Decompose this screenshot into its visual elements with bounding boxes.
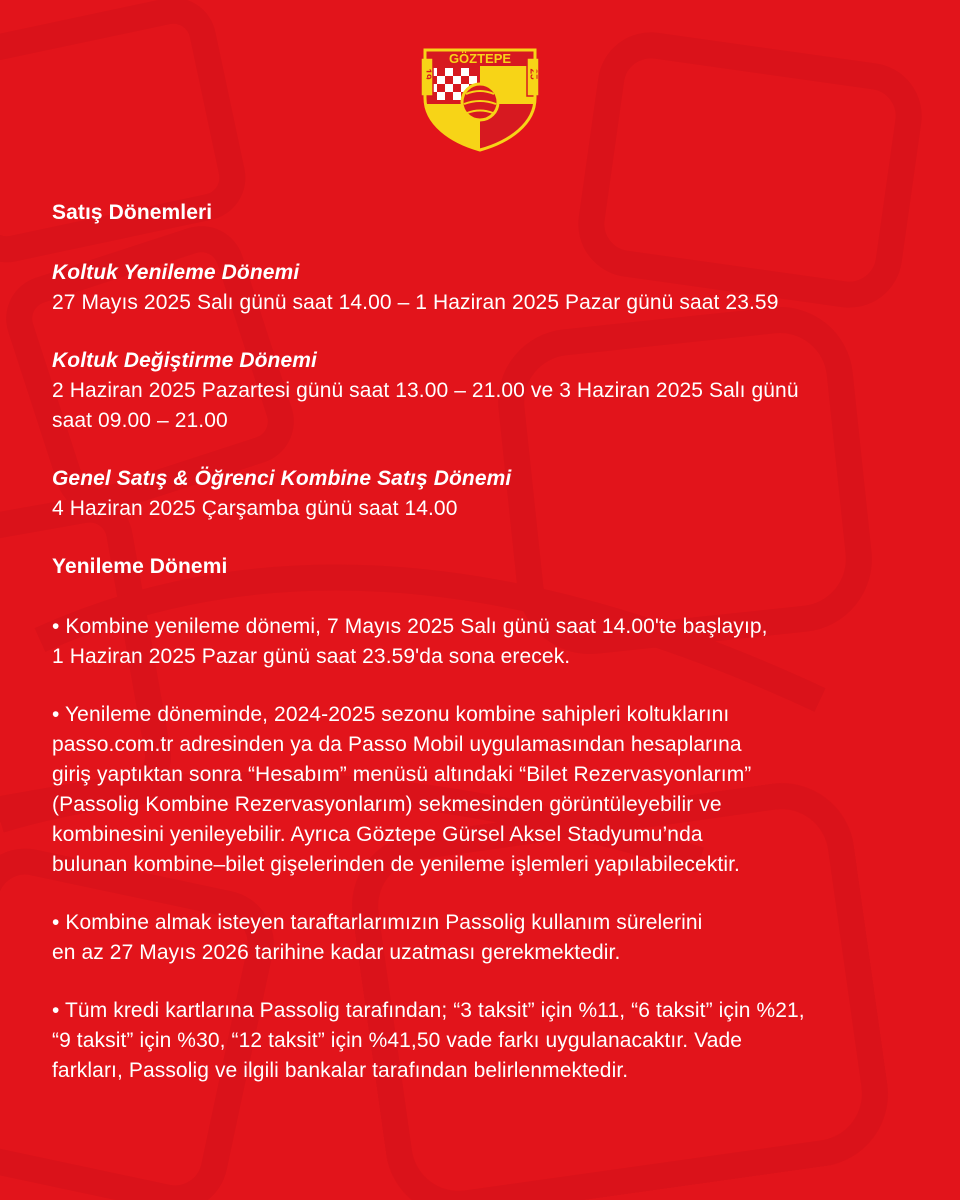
logo-year-right: 25 [527,68,539,80]
period-date-line: 4 Haziran 2025 Çarşamba günü saat 14.00 [52,497,458,520]
bullet-line: giriş yaptıktan sonra “Hesabım” menüsü altındaki “Bilet Rezervasyonlarım” [52,763,752,786]
period-name: Koltuk Değiştirme Dönemi [52,349,317,372]
renewal-title: Yenileme Dönemi [52,555,228,578]
bullet-line: “9 taksit” için %30, “12 taksit” için %41,50 vade farkı uygulanacaktır. Vade [52,1029,743,1052]
period-date-line: 2 Haziran 2025 Pazartesi günü saat 13.00 – 21.00 ve 3 Haziran 2025 Salı günü [52,379,799,402]
logo-year-left: 19 [421,68,433,80]
period-general-sale [52,464,932,524]
period-seat-change [52,346,932,436]
bullet-line: • Kombine almak isteyen taraftarlarımızın Passolig kullanım sürelerini [52,911,703,934]
bullet-line: kombinesini yenileyebilir. Ayrıca Göztepe Gürsel Aksel Stadyumu’nda [52,823,703,846]
sales-periods-title: Satış Dönemleri [52,201,213,224]
period-date-line: saat 09.00 – 21.00 [52,409,228,432]
bullet-line: • Tüm kredi kartlarına Passolig tarafından; “3 taksit” için %11, “6 taksit” için %21, [52,999,805,1022]
renewal-bullet [52,612,932,672]
bullet-line: en az 27 Mayıs 2026 tarihine kadar uzatması gerekmektedir. [52,941,621,964]
goztepe-crest-logo [419,44,541,152]
bullet-line: farkları, Passolig ve ilgili bankalar tarafından belirlenmektedir. [52,1059,629,1082]
bullet-line: passo.com.tr adresinden ya da Passo Mobil uygulamasından hesaplarına [52,733,742,756]
period-name: Genel Satış & Öğrenci Kombine Satış Dönemi [52,467,512,490]
bullet-line: bulunan kombine–bilet gişelerinden de yenileme işlemleri yapılabilecektir. [52,853,740,876]
renewal-bullet [52,700,932,880]
logo-club-name: GÖZTEPE [448,51,512,66]
period-renewal [52,258,932,318]
period-name: Koltuk Yenileme Dönemi [52,261,300,284]
renewal-bullet [52,908,932,968]
bullet-line: • Yenileme döneminde, 2024-2025 sezonu kombine sahipleri koltuklarını [52,703,730,726]
period-date-line: 27 Mayıs 2025 Salı günü saat 14.00 – 1 Haziran 2025 Pazar günü saat 23.59 [52,291,779,314]
renewal-bullet [52,996,932,1086]
bullet-line: 1 Haziran 2025 Pazar günü saat 23.59'da sona erecek. [52,645,571,668]
announcement-content [52,198,932,1086]
bullet-line: • Kombine yenileme dönemi, 7 Mayıs 2025 Salı günü saat 14.00'te başlayıp, [52,615,768,638]
bullet-line: (Passolig Kombine Rezervasyonlarım) sekmesinden görüntüleyebilir ve [52,793,722,816]
